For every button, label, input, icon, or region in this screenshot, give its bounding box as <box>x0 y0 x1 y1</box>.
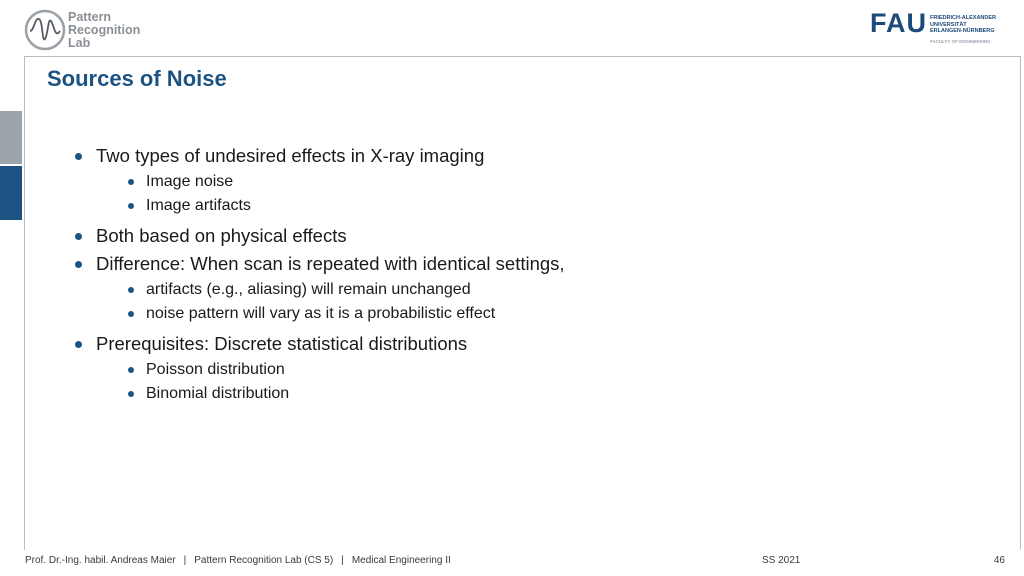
bullet-dot-icon <box>128 311 134 317</box>
lab-logo-icon <box>24 9 66 51</box>
sub-bullet-text: Binomial distribution <box>146 385 290 402</box>
bullet-text: Prerequisites: Discrete statistical distributions <box>96 333 468 354</box>
bullet-dot-icon <box>75 261 82 268</box>
sub-bullet-text: Poisson distribution <box>146 361 285 378</box>
bullet-dot-icon <box>128 179 134 185</box>
bullet-item <box>72 142 772 218</box>
footer-separator: | <box>341 555 344 566</box>
side-tab-blue <box>0 166 22 220</box>
bullet-text: Difference: When scan is repeated with identical settings, <box>96 253 565 274</box>
sub-bullet-item <box>120 170 772 194</box>
bullet-item <box>72 222 772 250</box>
bullet-dot-icon <box>128 391 134 397</box>
sub-bullet-text: noise pattern will vary as it is a probabilistic effect <box>146 305 496 322</box>
bullet-text: Both based on physical effects <box>96 225 347 246</box>
pattern-recognition-lab-logo <box>24 9 154 51</box>
sub-bullet-item <box>120 358 772 382</box>
bullet-dot-icon <box>75 153 82 160</box>
footer-separator: | <box>183 555 187 566</box>
sub-bullet-text: Image noise <box>146 173 234 190</box>
side-tab-gray <box>0 111 22 164</box>
slide-footer <box>25 555 1005 566</box>
fau-logo-faculty: FACULTY OF ENGINEERING <box>930 39 991 44</box>
sub-bullet-item <box>120 302 772 326</box>
fau-logo <box>870 9 998 45</box>
sub-bullet-list <box>96 278 772 326</box>
bullet-list <box>72 142 772 410</box>
bullet-dot-icon <box>128 287 134 293</box>
fau-logo-mark: FAU <box>870 8 927 38</box>
bullet-dot-icon <box>128 203 134 209</box>
bullet-item <box>72 330 772 406</box>
page-number: 46 <box>993 555 1005 566</box>
lab-logo-text: Pattern Recognition Lab <box>68 10 141 50</box>
slide-title: Sources of Noise <box>47 66 227 91</box>
sub-bullet-item <box>120 278 772 302</box>
fau-logo-subtitle: FRIEDRICH-ALEXANDER UNIVERSITÄT ERLANGEN-NÜRNBERG <box>930 15 996 34</box>
sub-bullet-text: artifacts (e.g., aliasing) will remain unchanged <box>146 281 471 298</box>
footer-course: Medical Engineering II <box>351 555 451 566</box>
sub-bullet-list <box>96 170 772 218</box>
bullet-dot-icon <box>75 233 82 240</box>
sub-bullet-item <box>120 382 772 406</box>
bullet-item <box>72 250 772 326</box>
footer-author: Prof. Dr.-Ing. habil. Andreas Maier <box>25 555 176 566</box>
footer-term: SS 2021 <box>762 555 801 566</box>
footer-lab: Pattern Recognition Lab (CS 5) <box>194 555 334 566</box>
sub-bullet-item <box>120 194 772 218</box>
sub-bullet-list <box>96 358 772 406</box>
bullet-text: Two types of undesired effects in X-ray imaging <box>96 145 485 166</box>
bullet-dot-icon <box>75 341 82 348</box>
bullet-dot-icon <box>128 367 134 373</box>
sub-bullet-text: Image artifacts <box>146 197 251 214</box>
